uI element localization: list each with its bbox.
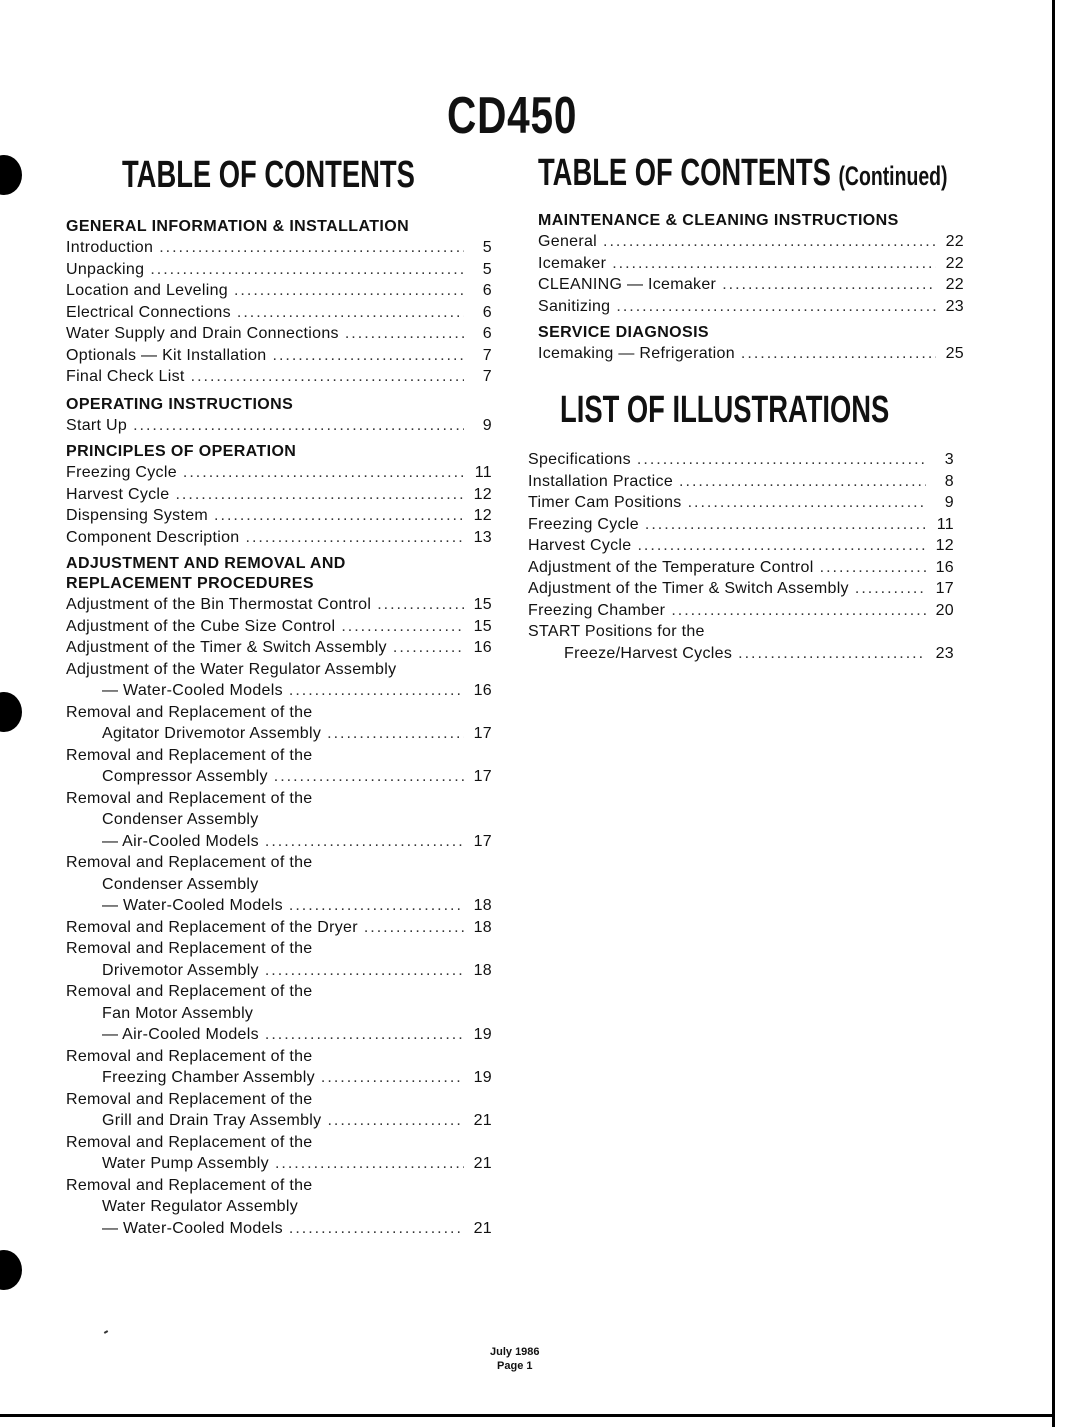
toc-entry[interactable] <box>528 621 954 664</box>
toc-entry[interactable] <box>66 302 492 324</box>
dot-leader <box>645 514 926 536</box>
dot-leader <box>234 280 464 302</box>
toc-page-number: 5 <box>482 260 492 278</box>
toc-entry[interactable] <box>528 471 954 493</box>
illustrations-list <box>528 449 954 664</box>
toc-entry-title: START Positions for the <box>528 623 705 640</box>
toc-entry-title: Adjustment of the Water Regulator Assembly <box>66 660 397 678</box>
binder-hole <box>0 155 22 195</box>
toc-entry[interactable] <box>66 616 492 638</box>
dot-leader <box>364 917 464 939</box>
toc-section-heading: REPLACEMENT PROCEDURES <box>66 575 314 592</box>
toc-page-number: 6 <box>482 325 492 342</box>
toc-page-number: 21 <box>473 1155 492 1172</box>
dot-leader <box>289 895 464 917</box>
dot-leader <box>265 831 464 853</box>
toc-entry-title: Removal and Replacement of the <box>66 789 313 807</box>
toc-entry[interactable] <box>66 1046 492 1089</box>
toc-entry-title: — Water-Cooled Models <box>102 1219 283 1237</box>
toc-page-number: 25 <box>945 345 964 362</box>
page-footer <box>490 1345 540 1373</box>
toc-entry[interactable] <box>538 253 964 275</box>
binder-hole <box>0 692 22 732</box>
dot-leader <box>722 274 936 296</box>
toc-entry-title: Water Supply and Drain Connections <box>66 325 339 342</box>
toc-page-number: 15 <box>473 596 492 613</box>
toc-page-number: 16 <box>935 558 954 576</box>
dot-leader <box>133 415 464 437</box>
toc-section-heading: GENERAL INFORMATION & INSTALLATION <box>66 218 410 235</box>
dot-leader <box>246 527 465 549</box>
toc-entry-title: Optionals — Kit Installation <box>66 346 267 364</box>
dot-leader <box>275 1153 464 1175</box>
toc-entry-title: Condenser Assembly <box>102 811 259 828</box>
toc-page-number: 8 <box>944 472 954 490</box>
toc-entry-title: Harvest Cycle <box>528 537 632 554</box>
toc-entry-title: Adjustment of the Temperature Control <box>528 558 814 576</box>
dot-leader <box>214 505 464 527</box>
toc-section <box>66 217 492 388</box>
toc-entry[interactable] <box>66 702 492 745</box>
dot-leader <box>175 484 464 506</box>
toc-entry[interactable] <box>66 659 492 702</box>
dot-leader <box>150 259 464 281</box>
toc-entry-title: Condenser Assembly <box>102 875 259 893</box>
toc-entry[interactable] <box>66 594 492 616</box>
toc-page-number: 3 <box>944 451 954 468</box>
toc-page-number: 16 <box>473 682 492 699</box>
toc-entry-title: Adjustment of the Timer & Switch Assembly <box>528 580 849 597</box>
page-border-bottom <box>0 1414 1055 1417</box>
toc-entry-title: Removal and Replacement of the <box>66 1047 313 1065</box>
toc-entry-title: Removal and Replacement of the <box>66 983 313 1000</box>
toc-page-number: 11 <box>936 515 954 533</box>
toc-entry-title: Freezing Cycle <box>66 464 177 481</box>
toc-entry-title: Agitator Drivemotor Assembly <box>102 725 322 742</box>
dot-leader <box>237 302 464 324</box>
toc-page-number: 15 <box>473 617 492 635</box>
toc-section <box>66 442 492 548</box>
toc-entry-title: Introduction <box>66 239 154 256</box>
toc-entry[interactable] <box>66 745 492 788</box>
dot-leader <box>377 594 464 616</box>
dot-leader <box>183 462 464 484</box>
footer-date: July 1986 <box>490 1346 540 1358</box>
toc-entry-title: Removal and Replacement of the <box>66 1176 313 1194</box>
toc-section-heading: ADJUSTMENT AND REMOVAL AND <box>66 555 346 572</box>
toc-entry-title: Adjustment of the Cube Size Control <box>66 617 336 635</box>
toc-entry-title: Adjustment of the Timer & Switch Assembly <box>66 639 387 656</box>
toc-entry[interactable] <box>66 280 492 302</box>
toc-entry[interactable] <box>66 527 492 549</box>
toc-entry-title: Specifications <box>528 451 631 468</box>
toc-section-heading: PRINCIPLES OF OPERATION <box>66 443 297 460</box>
toc-page-number: 18 <box>473 918 492 936</box>
toc-entry[interactable] <box>538 274 964 296</box>
toc-right-column <box>538 211 964 365</box>
toc-page-number: 17 <box>473 768 492 785</box>
dot-leader <box>327 723 464 745</box>
scan-speck <box>104 1330 108 1334</box>
dot-leader <box>616 296 936 318</box>
dot-leader <box>289 680 464 702</box>
toc-entry-title: CLEANING — Icemaker <box>538 276 717 293</box>
toc-page-number: 5 <box>482 239 492 256</box>
toc-page-number: 18 <box>473 961 492 979</box>
toc-entry-title: Icemaker <box>538 254 607 272</box>
toc-entry-title: Harvest Cycle <box>66 485 170 503</box>
toc-entry[interactable] <box>66 366 492 388</box>
toc-entry[interactable] <box>528 449 954 471</box>
toc-entry-title: — Air-Cooled Models <box>102 1026 259 1043</box>
dot-leader <box>688 492 926 514</box>
dot-leader <box>679 471 926 493</box>
toc-entry[interactable] <box>66 981 492 1046</box>
toc-page-number: 6 <box>482 303 492 321</box>
toc-entry-title: Removal and Replacement of the <box>66 746 313 764</box>
toc-entry[interactable] <box>66 1089 492 1132</box>
toc-entry-title: Installation Practice <box>528 472 674 490</box>
toc-entry-title: Water Pump Assembly <box>102 1155 269 1172</box>
toc-page-number: 7 <box>482 346 492 364</box>
dot-leader <box>855 578 926 600</box>
toc-entry[interactable] <box>66 415 492 437</box>
toc-entry-title: — Water-Cooled Models <box>102 682 283 699</box>
toc-entry[interactable] <box>66 259 492 281</box>
toc-entry[interactable] <box>528 514 954 536</box>
toc-section <box>538 323 964 365</box>
toc-entry-title: Removal and Replacement of the <box>66 703 313 721</box>
dot-leader <box>637 535 926 557</box>
toc-entry-title: Start Up <box>66 416 128 434</box>
toc-entry[interactable] <box>538 296 964 318</box>
dot-leader <box>341 616 464 638</box>
dot-leader <box>191 366 464 388</box>
toc-entry[interactable] <box>66 462 492 484</box>
page-border-right <box>1052 0 1055 1427</box>
dot-leader <box>274 766 464 788</box>
toc-entry-title: Removal and Replacement of the <box>66 1133 313 1151</box>
toc-entry-title: Timer Cam Positions <box>528 494 682 511</box>
toc-entry-title: — Air-Cooled Models <box>102 832 259 850</box>
dot-leader <box>741 343 936 365</box>
toc-entry[interactable] <box>538 231 964 253</box>
toc-entry-title: Fan Motor Assembly <box>102 1004 254 1022</box>
model-number: CD450 <box>447 87 578 145</box>
toc-entry-title: Removal and Replacement of the <box>66 854 313 871</box>
toc-entry[interactable] <box>528 578 954 600</box>
toc-entry-title: — Water-Cooled Models <box>102 897 283 914</box>
toc-page-number: 23 <box>935 644 954 662</box>
toc-entry[interactable] <box>66 345 492 367</box>
toc-entry-title: Electrical Connections <box>66 303 231 321</box>
toc-continued-title-main: TABLE OF CONTENTS <box>538 152 831 194</box>
toc-entry-title: Location and Leveling <box>66 282 228 299</box>
toc-entry-title: Water Regulator Assembly <box>102 1198 299 1215</box>
toc-page-number: 22 <box>945 276 964 293</box>
dot-leader <box>321 1067 464 1089</box>
toc-page-number: 23 <box>945 297 964 315</box>
dot-leader <box>738 643 926 665</box>
toc-entry[interactable] <box>66 917 492 939</box>
toc-page-number: 9 <box>944 494 954 511</box>
dot-leader <box>159 237 464 259</box>
toc-page-number: 19 <box>473 1026 492 1043</box>
toc-entry-title: Freezing Cycle <box>528 515 639 533</box>
dot-leader <box>265 1024 464 1046</box>
toc-entry-title: Removal and Replacement of the <box>66 940 313 957</box>
toc-entry-title: Final Check List <box>66 368 185 385</box>
toc-page-number: 7 <box>482 368 492 385</box>
toc-section <box>538 211 964 317</box>
dot-leader <box>273 345 465 367</box>
toc-entry-title: Freeze/Harvest Cycles <box>564 644 733 662</box>
toc-entry[interactable] <box>66 505 492 527</box>
toc-page-number: 21 <box>473 1112 492 1129</box>
toc-page-number: 12 <box>473 485 492 503</box>
toc-entry-title: Dispensing System <box>66 507 209 524</box>
binder-hole <box>0 1250 22 1290</box>
dot-leader <box>820 557 926 579</box>
toc-page-number: 19 <box>473 1069 492 1086</box>
dot-leader <box>265 960 464 982</box>
toc-continued-title <box>538 152 947 195</box>
toc-entry-title: Sanitizing <box>538 297 611 315</box>
toc-section-heading: SERVICE DIAGNOSIS <box>538 324 709 341</box>
dot-leader <box>345 323 464 345</box>
toc-entry[interactable] <box>66 323 492 345</box>
toc-page-number: 6 <box>482 282 492 299</box>
toc-entry-title: Adjustment of the Bin Thermostat Control <box>66 596 372 613</box>
dot-leader <box>637 449 926 471</box>
toc-section-heading: OPERATING INSTRUCTIONS <box>66 395 294 413</box>
toc-entry-title: Icemaking — Refrigeration <box>538 345 735 362</box>
toc-page-number: 12 <box>473 507 492 524</box>
toc-entry[interactable] <box>66 938 492 981</box>
toc-entry[interactable] <box>66 1175 492 1240</box>
toc-entry[interactable] <box>528 600 954 622</box>
toc-entry-title: Unpacking <box>66 260 145 278</box>
dot-leader <box>393 637 464 659</box>
dot-leader <box>603 231 936 253</box>
footer-page: Page 1 <box>497 1360 533 1372</box>
toc-page-number: 22 <box>945 233 964 250</box>
toc-page-number: 17 <box>473 832 492 850</box>
toc-entry[interactable] <box>538 343 964 365</box>
toc-entry[interactable] <box>66 237 492 259</box>
toc-entry[interactable] <box>528 492 954 514</box>
toc-page-number: 13 <box>473 528 492 546</box>
toc-entry-title: General <box>538 233 598 250</box>
toc-entry[interactable] <box>528 557 954 579</box>
toc-page-number: 20 <box>935 601 954 619</box>
toc-title: TABLE OF CONTENTS <box>122 154 415 196</box>
toc-page-number: 18 <box>473 897 492 914</box>
toc-section-heading: MAINTENANCE & CLEANING INSTRUCTIONS <box>538 212 899 229</box>
toc-page-number: 17 <box>473 725 492 742</box>
toc-entry[interactable] <box>66 788 492 853</box>
toc-page-number: 11 <box>474 464 492 481</box>
toc-entry-title: Removal and Replacement of the Dryer <box>66 918 358 936</box>
toc-continued-suffix: (Continued) <box>838 161 948 191</box>
toc-entry-title: Freezing Chamber Assembly <box>102 1069 315 1086</box>
toc-entry-title: Compressor Assembly <box>102 768 268 785</box>
illustrations-title: LIST OF ILLUSTRATIONS <box>560 389 890 431</box>
toc-page-number: 9 <box>482 416 492 434</box>
toc-page-number: 12 <box>935 537 954 554</box>
toc-entry[interactable] <box>66 637 492 659</box>
toc-section <box>66 395 492 437</box>
toc-entry[interactable] <box>66 852 492 917</box>
dot-leader <box>327 1110 464 1132</box>
toc-page-number: 22 <box>945 254 964 272</box>
dot-leader <box>289 1218 464 1240</box>
toc-page-number: 21 <box>473 1219 492 1237</box>
toc-left-column <box>66 217 492 1239</box>
toc-entry[interactable] <box>528 535 954 557</box>
toc-entry-title: Freezing Chamber <box>528 601 666 619</box>
toc-entry-title: Component Description <box>66 528 240 546</box>
toc-entry[interactable] <box>66 484 492 506</box>
toc-entry-title: Drivemotor Assembly <box>102 961 259 979</box>
toc-entry-title: Grill and Drain Tray Assembly <box>102 1112 322 1129</box>
dot-leader <box>612 253 936 275</box>
toc-page-number: 16 <box>473 639 492 656</box>
toc-entry-title: Removal and Replacement of the <box>66 1090 313 1108</box>
toc-page-number: 17 <box>935 580 954 597</box>
toc-entry[interactable] <box>66 1132 492 1175</box>
toc-section <box>66 554 492 1239</box>
dot-leader <box>671 600 926 622</box>
